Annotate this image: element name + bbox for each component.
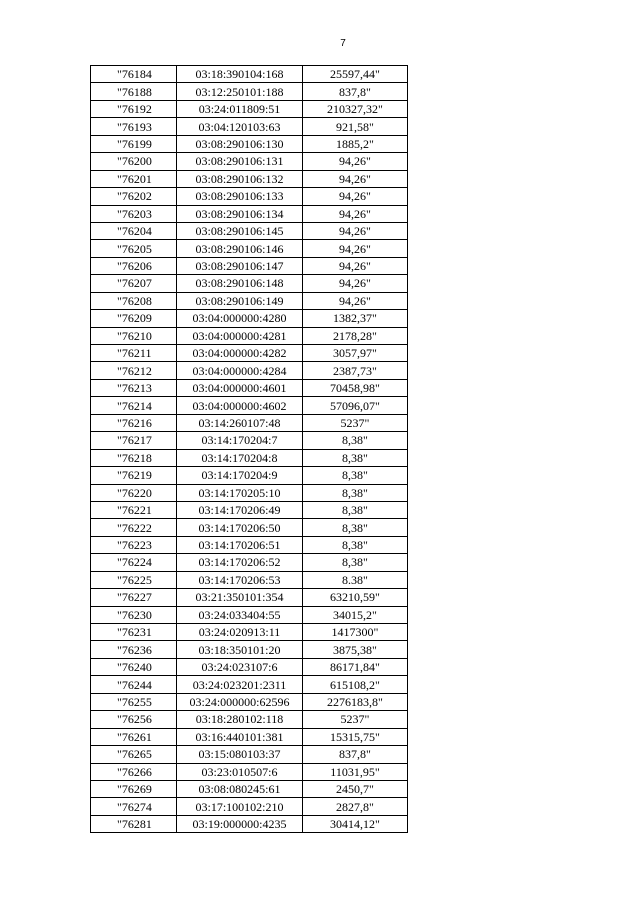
table-row	[91, 589, 408, 606]
cadastral-number-cell: 03:14:260107:48	[177, 414, 303, 431]
table-row	[91, 310, 408, 327]
table-row	[91, 170, 408, 187]
row-number-cell: "76211	[91, 345, 177, 362]
cadastral-number-cell: 03:15:080103:37	[177, 746, 303, 763]
table-row	[91, 83, 408, 100]
table-row	[91, 501, 408, 518]
row-number-cell: "76266	[91, 763, 177, 780]
value-cell: 837,8"	[303, 83, 408, 100]
cadastral-number-cell: 03:17:100102:210	[177, 798, 303, 815]
value-cell: 34015,2"	[303, 606, 408, 623]
row-number-cell: "76225	[91, 571, 177, 588]
row-number-cell: "76200	[91, 153, 177, 170]
table-row	[91, 257, 408, 274]
row-number-cell: "76214	[91, 397, 177, 414]
row-number-cell: "76210	[91, 327, 177, 344]
table-row	[91, 571, 408, 588]
row-number-cell: "76208	[91, 292, 177, 309]
value-cell: 8,38"	[303, 536, 408, 553]
row-number-cell: "76188	[91, 83, 177, 100]
table-row	[91, 135, 408, 152]
value-cell: 8,38"	[303, 519, 408, 536]
row-number-cell: "76212	[91, 362, 177, 379]
table-row	[91, 222, 408, 239]
table-row	[91, 153, 408, 170]
row-number-cell: "76216	[91, 414, 177, 431]
cadastral-number-cell: 03:18:280102:118	[177, 711, 303, 728]
value-cell: 2450,7"	[303, 780, 408, 797]
table-body	[91, 66, 408, 833]
table-row	[91, 554, 408, 571]
value-cell: 94,26"	[303, 257, 408, 274]
cadastral-number-cell: 03:04:120103:63	[177, 118, 303, 135]
row-number-cell: "76265	[91, 746, 177, 763]
cadastral-number-cell: 03:14:170206:50	[177, 519, 303, 536]
cadastral-number-cell: 03:19:000000:4235	[177, 815, 303, 832]
table-row	[91, 379, 408, 396]
cadastral-number-cell: 03:04:000000:4281	[177, 327, 303, 344]
table-row	[91, 100, 408, 117]
row-number-cell: "76199	[91, 135, 177, 152]
value-cell: 8,38"	[303, 467, 408, 484]
row-number-cell: "76230	[91, 606, 177, 623]
table-row	[91, 780, 408, 797]
row-number-cell: "76207	[91, 275, 177, 292]
table-row	[91, 815, 408, 832]
cadastral-number-cell: 03:04:000000:4284	[177, 362, 303, 379]
table-row	[91, 798, 408, 815]
value-cell: 8,38"	[303, 449, 408, 466]
row-number-cell: "76192	[91, 100, 177, 117]
row-number-cell: "76240	[91, 658, 177, 675]
row-number-cell: "76244	[91, 676, 177, 693]
table-row	[91, 641, 408, 658]
cadastral-number-cell: 03:21:350101:354	[177, 589, 303, 606]
value-cell: 210327,32"	[303, 100, 408, 117]
cadastral-number-cell: 03:08:290106:131	[177, 153, 303, 170]
table-row	[91, 432, 408, 449]
row-number-cell: "76217	[91, 432, 177, 449]
value-cell: 1885,2"	[303, 135, 408, 152]
value-cell: 615108,2"	[303, 676, 408, 693]
table-row	[91, 519, 408, 536]
value-cell: 3875,38"	[303, 641, 408, 658]
table-row	[91, 467, 408, 484]
table-row	[91, 188, 408, 205]
value-cell: 11031,95"	[303, 763, 408, 780]
table-row	[91, 414, 408, 431]
row-number-cell: "76227	[91, 589, 177, 606]
value-cell: 63210,59"	[303, 589, 408, 606]
row-number-cell: "76193	[91, 118, 177, 135]
cadastral-number-cell: 03:14:170206:49	[177, 501, 303, 518]
cadastral-number-cell: 03:08:290106:145	[177, 222, 303, 239]
table-row	[91, 676, 408, 693]
cadastral-number-cell: 03:14:170206:51	[177, 536, 303, 553]
table-row	[91, 693, 408, 710]
value-cell: 15315,75"	[303, 728, 408, 745]
value-cell: 2178,28"	[303, 327, 408, 344]
cadastral-number-cell: 03:24:000000:62596	[177, 693, 303, 710]
row-number-cell: "76206	[91, 257, 177, 274]
row-number-cell: "76256	[91, 711, 177, 728]
value-cell: 837,8"	[303, 746, 408, 763]
cadastral-number-cell: 03:18:390104:168	[177, 66, 303, 83]
cadastral-number-cell: 03:08:290106:133	[177, 188, 303, 205]
table-row	[91, 624, 408, 641]
table-row	[91, 66, 408, 83]
row-number-cell: "76218	[91, 449, 177, 466]
cadastral-number-cell: 03:08:290106:130	[177, 135, 303, 152]
row-number-cell: "76281	[91, 815, 177, 832]
value-cell: 8.38"	[303, 571, 408, 588]
value-cell: 5237"	[303, 414, 408, 431]
cadastral-number-cell: 03:04:000000:4601	[177, 379, 303, 396]
cadastral-number-cell: 03:08:290106:148	[177, 275, 303, 292]
value-cell: 94,26"	[303, 170, 408, 187]
row-number-cell: "76203	[91, 205, 177, 222]
cadastral-number-cell: 03:04:000000:4602	[177, 397, 303, 414]
value-cell: 94,26"	[303, 292, 408, 309]
cadastral-number-cell: 03:24:011809:51	[177, 100, 303, 117]
cadastral-number-cell: 03:14:170206:53	[177, 571, 303, 588]
value-cell: 94,26"	[303, 275, 408, 292]
table-row	[91, 397, 408, 414]
value-cell: 2827,8"	[303, 798, 408, 815]
cadastral-number-cell: 03:24:020913:11	[177, 624, 303, 641]
cadastral-number-cell: 03:24:033404:55	[177, 606, 303, 623]
cadastral-number-cell: 03:23:010507:6	[177, 763, 303, 780]
table-row	[91, 362, 408, 379]
cadastral-number-cell: 03:24:023201:2311	[177, 676, 303, 693]
cadastral-number-cell: 03:08:290106:147	[177, 257, 303, 274]
cadastral-number-cell: 03:04:000000:4280	[177, 310, 303, 327]
value-cell: 8,38"	[303, 432, 408, 449]
value-cell: 86171,84"	[303, 658, 408, 675]
table-row	[91, 345, 408, 362]
cadastral-number-cell: 03:16:440101:381	[177, 728, 303, 745]
cadastral-number-cell: 03:14:170204:7	[177, 432, 303, 449]
row-number-cell: "76221	[91, 501, 177, 518]
row-number-cell: "76205	[91, 240, 177, 257]
table-row	[91, 728, 408, 745]
table-row	[91, 205, 408, 222]
value-cell: 5237"	[303, 711, 408, 728]
table-row	[91, 449, 408, 466]
cadastral-number-cell: 03:08:290106:134	[177, 205, 303, 222]
row-number-cell: "76201	[91, 170, 177, 187]
value-cell: 8,38"	[303, 501, 408, 518]
cadastral-number-cell: 03:12:250101:188	[177, 83, 303, 100]
table-row	[91, 240, 408, 257]
value-cell: 2387,73"	[303, 362, 408, 379]
value-cell: 1382,37"	[303, 310, 408, 327]
cadastral-number-cell: 03:18:350101:20	[177, 641, 303, 658]
row-number-cell: "76222	[91, 519, 177, 536]
value-cell: 94,26"	[303, 188, 408, 205]
value-cell: 30414,12"	[303, 815, 408, 832]
table-row	[91, 275, 408, 292]
cadastral-number-cell: 03:24:023107:6	[177, 658, 303, 675]
value-cell: 94,26"	[303, 205, 408, 222]
table-row	[91, 536, 408, 553]
value-cell: 57096,07"	[303, 397, 408, 414]
value-cell: 70458,98"	[303, 379, 408, 396]
table-row	[91, 658, 408, 675]
row-number-cell: "76236	[91, 641, 177, 658]
value-cell: 94,26"	[303, 222, 408, 239]
cadastral-number-cell: 03:04:000000:4282	[177, 345, 303, 362]
cadastral-number-cell: 03:14:170206:52	[177, 554, 303, 571]
row-number-cell: "76231	[91, 624, 177, 641]
table-row	[91, 327, 408, 344]
table-row	[91, 118, 408, 135]
row-number-cell: "76209	[91, 310, 177, 327]
table-row	[91, 484, 408, 501]
cadastral-number-cell: 03:14:170205:10	[177, 484, 303, 501]
cadastral-number-cell: 03:14:170204:9	[177, 467, 303, 484]
row-number-cell: "76224	[91, 554, 177, 571]
table-row	[91, 711, 408, 728]
cadastral-number-cell: 03:08:080245:61	[177, 780, 303, 797]
value-cell: 8,38"	[303, 484, 408, 501]
value-cell: 1417300"	[303, 624, 408, 641]
value-cell: 94,26"	[303, 240, 408, 257]
row-number-cell: "76204	[91, 222, 177, 239]
table-row	[91, 763, 408, 780]
row-number-cell: "76219	[91, 467, 177, 484]
cadastral-table	[90, 65, 408, 833]
value-cell: 25597,44"	[303, 66, 408, 83]
table-row	[91, 292, 408, 309]
row-number-cell: "76220	[91, 484, 177, 501]
value-cell: 3057,97"	[303, 345, 408, 362]
cadastral-number-cell: 03:08:290106:149	[177, 292, 303, 309]
page-number: 7	[340, 38, 346, 49]
row-number-cell: "76202	[91, 188, 177, 205]
table-row	[91, 746, 408, 763]
row-number-cell: "76269	[91, 780, 177, 797]
cadastral-number-cell: 03:08:290106:132	[177, 170, 303, 187]
value-cell: 94,26"	[303, 153, 408, 170]
cadastral-number-cell: 03:14:170204:8	[177, 449, 303, 466]
row-number-cell: "76223	[91, 536, 177, 553]
cadastral-number-cell: 03:08:290106:146	[177, 240, 303, 257]
table-row	[91, 606, 408, 623]
row-number-cell: "76274	[91, 798, 177, 815]
row-number-cell: "76255	[91, 693, 177, 710]
value-cell: 8,38"	[303, 554, 408, 571]
value-cell: 921,58"	[303, 118, 408, 135]
row-number-cell: "76261	[91, 728, 177, 745]
row-number-cell: "76184	[91, 66, 177, 83]
row-number-cell: "76213	[91, 379, 177, 396]
value-cell: 2276183,8"	[303, 693, 408, 710]
